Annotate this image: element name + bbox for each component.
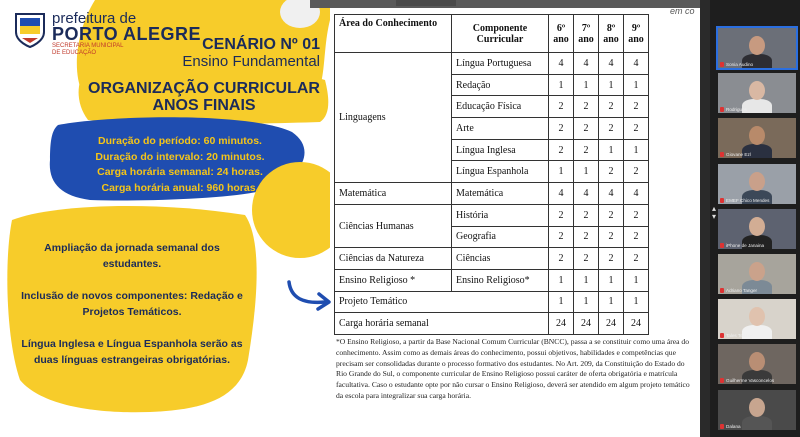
participant-tile[interactable] (718, 344, 796, 384)
top-right-text: em co (670, 6, 695, 16)
header-component: Componente Curricular (452, 15, 549, 53)
table-row (335, 313, 649, 335)
participant-video-panel[interactable] (718, 28, 796, 437)
table-row (335, 204, 649, 226)
participant-face (749, 217, 765, 236)
header-year-8: 8º ano (599, 15, 624, 53)
participant-video (742, 416, 772, 430)
value-cell: 2 (624, 226, 649, 248)
value-cell: 2 (624, 248, 649, 270)
component-cell: Ciências (452, 248, 549, 270)
mic-muted-icon (720, 288, 724, 293)
component-cell: Língua Portuguesa (452, 53, 549, 75)
duration-item: Carga horária anual: 960 horas. (101, 181, 259, 194)
participant-tile[interactable] (718, 118, 796, 158)
city-crest-icon (14, 10, 46, 48)
participant-face (749, 307, 765, 326)
slide-edge (700, 0, 710, 437)
value-cell: 4 (549, 53, 574, 75)
mic-muted-icon (720, 424, 724, 429)
participant-tile[interactable] (718, 254, 796, 294)
table-row (335, 248, 649, 270)
participant-face (749, 126, 765, 145)
scenario-title: CENÁRIO Nº 01 (202, 36, 320, 53)
value-cell: 1 (624, 139, 649, 161)
participant-name: Tales Teichor (726, 333, 753, 339)
value-cell: 2 (599, 96, 624, 118)
participant-name: Dalana (726, 423, 741, 429)
value-cell: 1 (599, 139, 624, 161)
value-cell: 4 (549, 183, 574, 205)
value-cell: 2 (549, 118, 574, 140)
participant-tile[interactable] (718, 299, 796, 339)
logo-text-city: PORTO ALEGRE (52, 24, 202, 44)
duration-item: Duração do período: 60 minutos. (98, 135, 262, 147)
mic-muted-icon (720, 107, 724, 112)
participant-tile[interactable] (718, 28, 796, 68)
area-cell: Carga horária semanal (335, 313, 549, 335)
value-cell: 4 (624, 53, 649, 75)
value-cell: 1 (624, 269, 649, 291)
value-cell: 1 (574, 291, 599, 313)
presenter-toolbar[interactable] (310, 0, 708, 8)
component-cell: Redação (452, 74, 549, 96)
participant-name: Guilherme Vasconcelos (726, 378, 775, 384)
value-cell: 2 (599, 226, 624, 248)
arrow-icon (285, 278, 335, 312)
footnote: *O Ensino Religioso, a partir da Base Nacional Comum Curricular (BNCC), passa a se constituir como uma área do conhecimento. Assim como as demais áreas do conhecimento, possui objetivos, habilidades e competências que precisam ser consolidadas durante o processo formativo dos estudantes. No Art. 209, da Constituição do Estado do Rio Grande do Sul, o componente curricular de Ensino Religioso possui caráter de oferta obrigatória e matrícula facultativa. Caso o estudante opte por não cursar o Ensino Religioso, deverá ser atendido em algum projeto temático da escola para integralizar sua carga horária. (336, 337, 690, 400)
logo-text-prefeitura: prefeitura de (52, 10, 137, 27)
scroll-down-icon[interactable]: ▾ (712, 212, 717, 221)
logo-text-secretaria: SECRETARIA MUNICIPAL DE EDUCAÇÃO (52, 43, 124, 56)
participant-tile[interactable] (718, 390, 796, 430)
participant-name: EMEF Chico Mendes (726, 197, 770, 203)
scroll-up-icon[interactable]: ▴ (712, 204, 717, 213)
value-cell: 24 (574, 313, 599, 335)
value-cell: 2 (549, 96, 574, 118)
value-cell: 2 (624, 161, 649, 183)
participant-face (749, 172, 765, 191)
org-title (84, 80, 324, 114)
component-cell: Língua Espanhola (452, 161, 549, 183)
notes-list (16, 240, 248, 368)
mic-muted-icon (720, 62, 724, 67)
participant-scroll-arrows[interactable] (712, 205, 716, 221)
duration-item: Carga horária semanal: 24 horas. (97, 166, 263, 178)
value-cell: 2 (549, 204, 574, 226)
value-cell: 4 (599, 183, 624, 205)
value-cell: 4 (599, 53, 624, 75)
org-title-line2: ANOS FINAIS (152, 97, 256, 114)
value-cell: 24 (599, 313, 624, 335)
value-cell: 2 (574, 248, 599, 270)
value-cell: 2 (549, 248, 574, 270)
value-cell: 2 (599, 161, 624, 183)
value-cell: 4 (574, 183, 599, 205)
value-cell: 24 (549, 313, 574, 335)
participant-face (749, 81, 765, 100)
value-cell: 2 (599, 118, 624, 140)
value-cell: 4 (624, 183, 649, 205)
scenario-subtitle: Ensino Fundamental (182, 53, 320, 70)
mic-muted-icon (720, 378, 724, 383)
value-cell: 24 (624, 313, 649, 335)
value-cell: 2 (574, 204, 599, 226)
component-cell: Arte (452, 118, 549, 140)
duration-list (70, 134, 290, 196)
duration-item: Duração do intervalo: 20 minutos. (95, 150, 265, 163)
area-cell: Ensino Religioso * (335, 269, 452, 291)
participant-tile[interactable] (718, 73, 796, 113)
mic-muted-icon (720, 333, 724, 338)
note-item: Língua Inglesa e Língua Espanhola serão as duas línguas estrangeiras obrigatórias. (21, 338, 243, 366)
participant-name: iPhone de Janaina (726, 242, 765, 248)
participant-face (749, 398, 765, 417)
value-cell: 2 (549, 139, 574, 161)
header-area: Área do Conhecimento (335, 15, 452, 53)
value-cell: 4 (574, 53, 599, 75)
value-cell: 1 (549, 291, 574, 313)
component-cell: Matemática (452, 183, 549, 205)
value-cell: 1 (574, 269, 599, 291)
area-cell: Matemática (335, 183, 452, 205)
note-item: Ampliação da jornada semanal dos estudantes. (44, 242, 220, 270)
value-cell: 2 (624, 96, 649, 118)
mic-muted-icon (720, 152, 724, 157)
component-cell: Educação Física (452, 96, 549, 118)
participant-tile[interactable] (718, 164, 796, 204)
value-cell: 1 (624, 74, 649, 96)
mic-muted-icon (720, 243, 724, 248)
component-cell: História (452, 204, 549, 226)
header-year-7: 7º ano (574, 15, 599, 53)
curriculum-table (334, 14, 649, 335)
value-cell: 2 (574, 96, 599, 118)
table-row (335, 183, 649, 205)
participant-name: Rodrigues (726, 107, 747, 113)
value-cell: 1 (549, 161, 574, 183)
header-year-9: 9º ano (624, 15, 649, 53)
table-header-row (335, 15, 649, 53)
area-cell: Ciências da Natureza (335, 248, 452, 270)
value-cell: 1 (574, 161, 599, 183)
porto-alegre-logo (14, 10, 46, 48)
participant-face (749, 36, 765, 55)
area-cell: Linguagens (335, 53, 452, 183)
org-title-line1: ORGANIZAÇÃO CURRICULAR (88, 80, 320, 97)
component-cell: Geografia (452, 226, 549, 248)
value-cell: 1 (624, 291, 649, 313)
participant-tile[interactable] (718, 209, 796, 249)
participant-face (749, 352, 765, 371)
table-row (335, 53, 649, 75)
value-cell: 2 (574, 139, 599, 161)
header-year-6: 6º ano (549, 15, 574, 53)
table-row (335, 291, 649, 313)
value-cell: 2 (574, 226, 599, 248)
participant-name: Giovane Ezl (726, 152, 751, 158)
value-cell: 1 (549, 269, 574, 291)
participant-name: Adriano Tanger (726, 288, 758, 293)
value-cell: 1 (599, 269, 624, 291)
note-item: Inclusão de novos componentes: Redação e Projetos Temáticos. (21, 290, 243, 318)
value-cell: 2 (549, 226, 574, 248)
value-cell: 2 (574, 118, 599, 140)
component-cell: Língua Inglesa (452, 139, 549, 161)
value-cell: 1 (599, 74, 624, 96)
area-cell: Ciências Humanas (335, 204, 452, 247)
value-cell: 2 (599, 248, 624, 270)
mic-muted-icon (720, 198, 724, 203)
participant-name: Sonia Audino (726, 62, 754, 67)
value-cell: 2 (624, 118, 649, 140)
value-cell: 2 (624, 204, 649, 226)
component-cell: Ensino Religioso* (452, 269, 549, 291)
table-row (335, 269, 649, 291)
value-cell: 1 (574, 74, 599, 96)
value-cell: 1 (599, 291, 624, 313)
value-cell: 1 (549, 74, 574, 96)
area-cell: Projeto Temático (335, 291, 549, 313)
value-cell: 2 (599, 204, 624, 226)
participant-face (749, 262, 765, 281)
